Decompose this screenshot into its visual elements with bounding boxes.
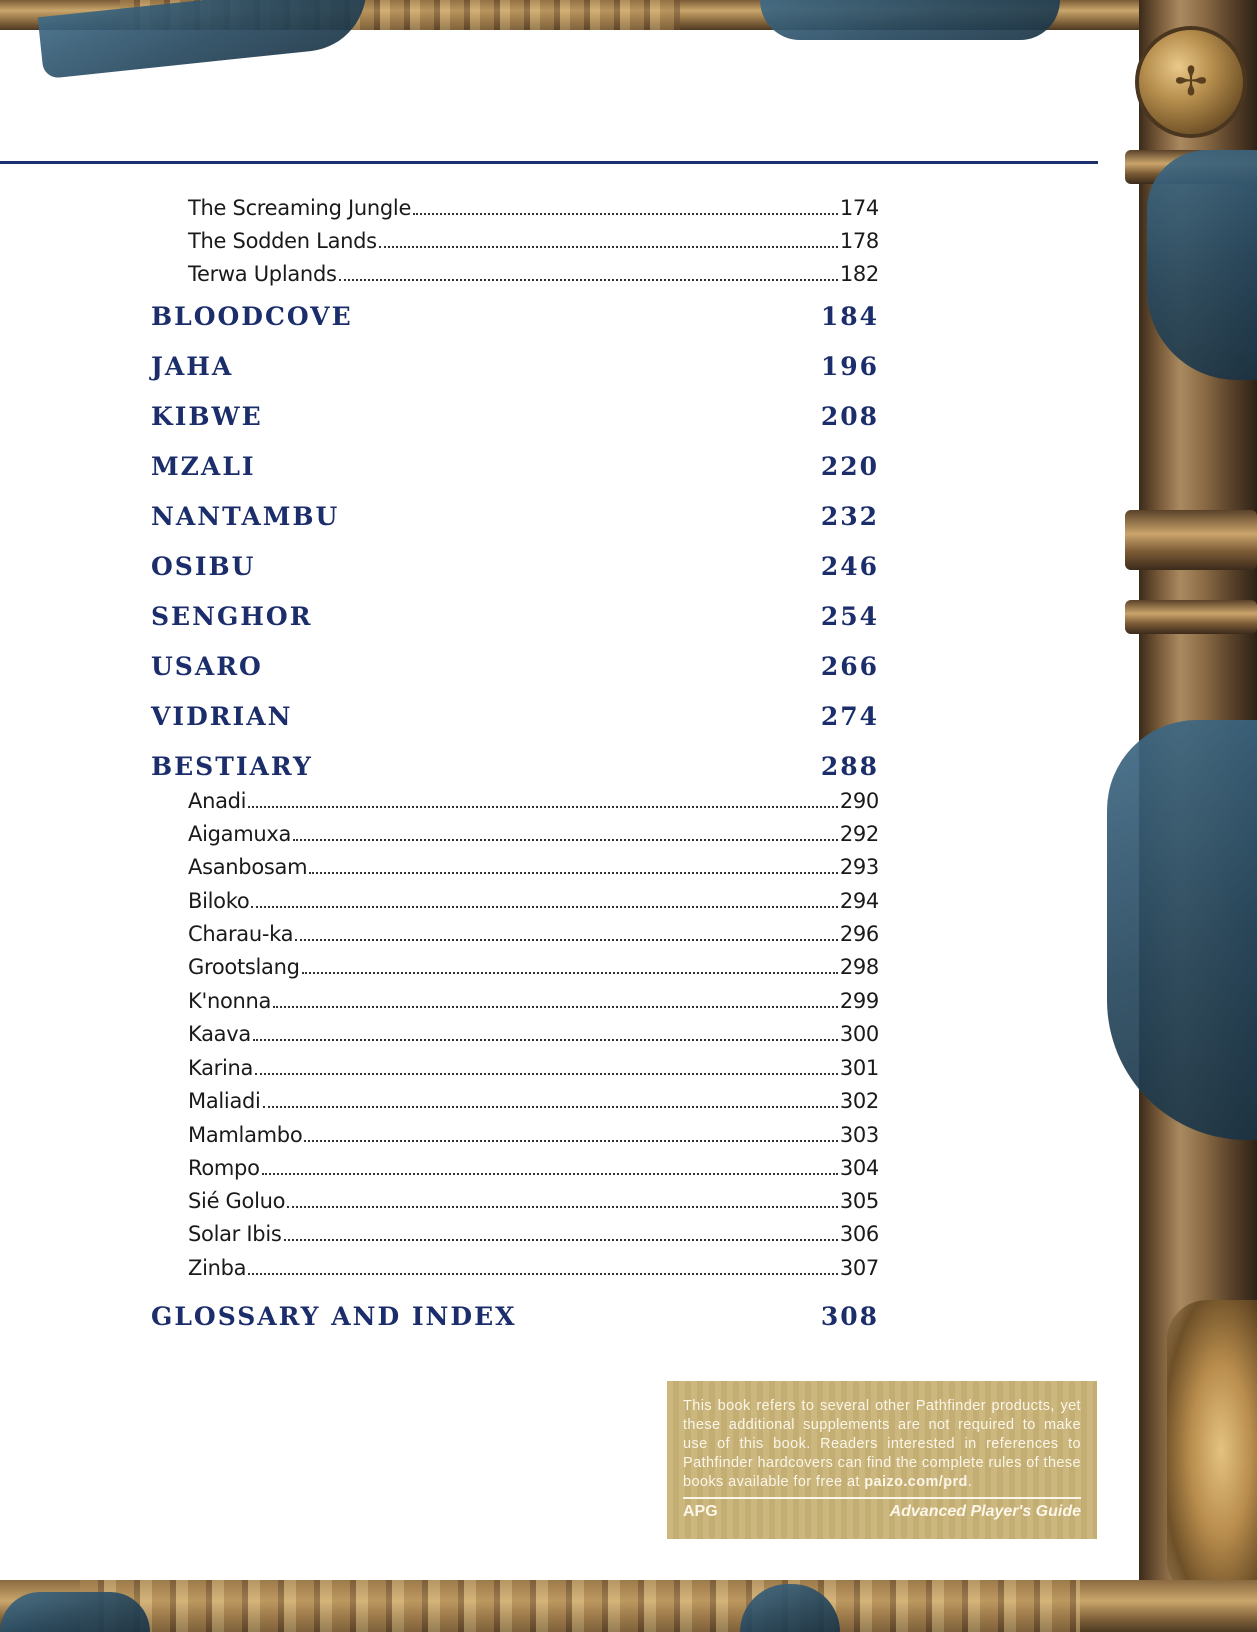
toc-subentry-title: Charau-ka [188,922,294,946]
toc-subentry-page: 305 [839,1189,879,1213]
toc-subentry[interactable] [188,949,879,979]
dot-leader [251,906,837,908]
top-left-cloth-drape [38,0,373,79]
toc-subentry[interactable] [188,816,879,846]
toc-subentry[interactable] [188,1050,879,1080]
toc-chapter-title: SENGHOR [151,601,313,631]
dot-leader [262,1173,838,1175]
toc-subentry-title: Kaava [188,1022,251,1046]
toc-subentry[interactable] [188,223,879,253]
toc-subentry[interactable] [188,1250,879,1280]
toc-chapter-jaha[interactable] [151,348,879,384]
toc-chapter-page: 184 [820,301,879,331]
pillar-ring-3 [1125,600,1257,634]
dot-leader [302,972,838,974]
toc-chapter-title: OSIBU [151,551,256,581]
toc-subentry-page: 301 [839,1056,879,1080]
bottom-border-scrollwork [80,1580,1080,1632]
toc-subentry[interactable] [188,783,879,813]
toc-chapter-title: BLOODCOVE [151,301,353,331]
toc-chapter-page: 288 [820,751,879,781]
toc-chapter-page: 232 [820,501,879,531]
toc-chapter-page: 308 [820,1301,879,1331]
toc-chapter-vidrian[interactable] [151,698,879,734]
toc-subentry-page: 293 [839,855,879,879]
toc-subentry[interactable] [188,883,879,913]
toc-chapter-usaro[interactable] [151,648,879,684]
toc-chapter-osibu[interactable] [151,548,879,584]
toc-chapter-title: VIDRIAN [151,701,293,731]
toc-subentry-page: 299 [839,989,879,1013]
dot-leader [339,279,838,281]
top-right-cloth-drape [760,0,1060,40]
bottom-left-cloth-drape [0,1592,150,1632]
toc-subentry-page: 304 [839,1156,879,1180]
note-text [683,1397,1081,1492]
toc-subentry-title: Mamlambo [188,1123,303,1147]
note-footer-abbr: APG [683,1503,718,1520]
toc-subentry-page: 174 [839,196,879,220]
toc-subentry-title: K'nonna [188,989,272,1013]
toc-chapter-page: 246 [820,551,879,581]
toc-subentry[interactable] [188,1083,879,1113]
toc-subentry-title: The Sodden Lands [188,229,377,253]
toc-subentry[interactable] [188,983,879,1013]
toc-chapter-title: JAHA [151,351,234,381]
toc-subentry-title: Terwa Uplands [188,262,337,286]
toc-subentry-page: 306 [839,1222,879,1246]
toc-chapter-title: NANTAMBU [151,501,340,531]
toc-subentry-page: 290 [839,789,879,813]
toc-chapter-title: USARO [151,651,263,681]
note-divider [683,1497,1081,1499]
dot-leader [309,872,838,874]
toc-subentry-title: Zinba [188,1256,247,1280]
dot-leader [379,246,838,248]
toc-subentry[interactable] [188,1216,879,1246]
toc-subentry-page: 307 [839,1256,879,1280]
dot-leader [295,939,838,941]
toc-subentry[interactable] [188,916,879,946]
pillar-cloth-lower [1107,720,1257,1140]
dot-leader [255,1073,838,1075]
note-footer-title: Advanced Player's Guide [889,1503,1081,1520]
toc-subentry-title: Biloko [188,889,250,913]
header-rule [0,161,1098,164]
dot-leader [287,1206,838,1208]
dot-leader [413,213,838,215]
note-body: This book refers to several other Pathfinder products, yet these additional supplements are not required to make use of this book. Readers interested in references to Pathfinder hardcovers can find the complete rules of these books available for free at [683,1398,1081,1490]
note-footer [683,1503,1081,1525]
toc-subentry-page: 296 [839,922,879,946]
toc-subentry-title: Rompo [188,1156,260,1180]
dot-leader [263,1106,838,1108]
toc-chapter-page: 274 [820,701,879,731]
toc-subentry-page: 302 [839,1089,879,1113]
toc-chapter-title: MZALI [151,451,256,481]
toc-chapter-senghor[interactable] [151,598,879,634]
toc-chapter-glossary-and-index[interactable] [151,1298,879,1334]
toc-subentry[interactable] [188,1150,879,1180]
toc-subentry-title: Aigamuxa [188,822,292,846]
toc-chapter-page: 208 [820,401,879,431]
toc-subentry-page: 294 [839,889,879,913]
toc-subentry-title: Solar Ibis [188,1222,282,1246]
toc-subentry-page: 303 [839,1123,879,1147]
toc-subentry-page: 292 [839,822,879,846]
dot-leader [248,806,838,808]
dot-leader [248,1273,838,1275]
toc-subentry[interactable] [188,1016,879,1046]
note-body-end: . [967,1474,973,1490]
toc-chapter-page: 254 [820,601,879,631]
toc-chapter-bloodcove[interactable] [151,298,879,334]
toc-subentry-page: 182 [839,262,879,286]
toc-chapter-page: 196 [820,351,879,381]
toc-subentry[interactable] [188,1183,879,1213]
toc-chapter-kibwe[interactable] [151,398,879,434]
toc-subentry-title: Sié Goluo [188,1189,286,1213]
toc-subentry[interactable] [188,190,879,220]
prd-link[interactable]: paizo.com/prd [864,1474,968,1490]
toc-chapter-page: 220 [820,451,879,481]
toc-chapter-title: GLOSSARY AND INDEX [151,1301,517,1331]
toc-subentry-title: Karina [188,1056,254,1080]
toc-subentry-title: Grootslang [188,955,300,979]
pillar-ring-2 [1125,510,1257,570]
toc-subentry-title: Asanbosam [188,855,308,879]
toc-chapter-title: BESTIARY [151,751,313,781]
toc-subentry-page: 298 [839,955,879,979]
dot-leader [273,1006,838,1008]
toc-chapter-page: 266 [820,651,879,681]
toc-subentry[interactable] [188,1117,879,1147]
toc-chapter-nantambu[interactable] [151,498,879,534]
toc-chapter-bestiary[interactable] [151,748,879,784]
toc-subentry[interactable] [188,849,879,879]
toc-chapter-title: KIBWE [151,401,263,431]
gold-scrollwork-ornament [1167,1300,1257,1600]
toc-subentry-page: 300 [839,1022,879,1046]
toc-subentry[interactable] [188,256,879,286]
dot-leader [253,1039,838,1041]
dot-leader [304,1140,837,1142]
dot-leader [293,839,838,841]
toc-subentry-title: Anadi [188,789,247,813]
toc-subentry-page: 178 [839,229,879,253]
dot-leader [284,1239,838,1241]
pathfinder-reference-note [667,1381,1097,1539]
toc-subentry-title: The Screaming Jungle [188,196,412,220]
toc-subentry-title: Maliadi [188,1089,261,1113]
toc-chapter-mzali[interactable] [151,448,879,484]
compass-rose-icon: ✢ [1174,59,1208,105]
